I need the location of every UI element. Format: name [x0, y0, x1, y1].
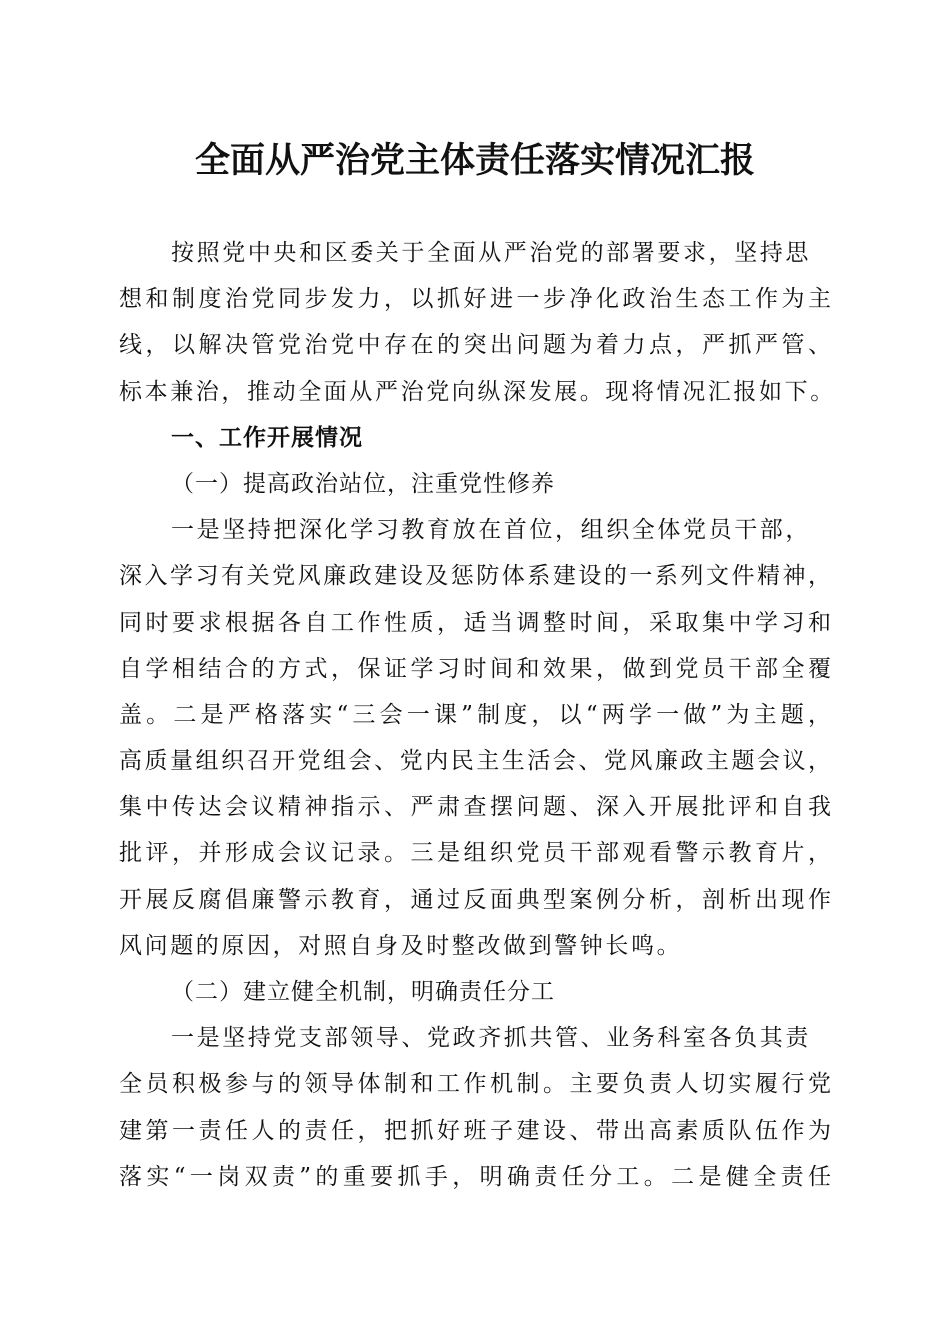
paragraph-line: 一是坚持党支部领导、党政齐抓共管、业务科室各负其责: [171, 1025, 811, 1052]
paragraph-line: 同时要求根据各自工作性质，适当调整时间，采取集中学习和: [119, 609, 831, 636]
paragraph-line: 一是坚持把深化学习教育放在首位，组织全体党员干部，: [171, 517, 811, 544]
paragraph-line: 全员积极参与的领导体制和工作机制。主要负责人切实履行党: [119, 1071, 831, 1098]
document-title: 全面从严治党主体责任落实情况汇报: [194, 141, 755, 181]
paragraph-line: 开展反腐倡廉警示教育，通过反面典型案例分析，剖析出现作: [119, 886, 831, 913]
section-heading: 一、工作开展情况: [171, 424, 363, 451]
paragraph-line: 按照党中央和区委关于全面从严治党的部署要求，坚持思: [171, 240, 811, 266]
subsection-heading: （二）建立健全机制，明确责任分工: [171, 979, 555, 1005]
paragraph-line: 盖。二是严格落实“三会一课”制度，以“两学一做”为主题，: [119, 701, 831, 728]
paragraph-line: 线，以解决管党治党中存在的突出问题为着力点，严抓严管、: [119, 332, 831, 359]
paragraph-line: 标本兼治，推动全面从严治党向纵深发展。现将情况汇报如下。: [119, 378, 836, 405]
paragraph-line: 自学相结合的方式，保证学习时间和效果，做到党员干部全覆: [119, 655, 831, 682]
paragraph-line: 集中传达会议精神指示、严肃查摆问题、深入开展批评和自我: [119, 794, 831, 821]
document-body: [119, 230, 836, 1200]
paragraph-line: 建第一责任人的责任，把抓好班子建设、带出高素质队伍作为: [119, 1117, 831, 1144]
paragraph-line: 高质量组织召开党组会、党内民主生活会、党风廉政主题会议，: [119, 748, 831, 775]
paragraph-line: 风问题的原因，对照自身及时整改做到警钟长鸣。: [119, 932, 683, 959]
paragraph-line: 深入学习有关党风廉政建设及惩防体系建设的一系列文件精神，: [119, 563, 831, 590]
paragraph-line: 想和制度治党同步发力，以抓好进一步净化政治生态工作为主: [119, 286, 831, 313]
paragraph-line: 落实“一岗双责”的重要抓手，明确责任分工。二是健全责任: [119, 1163, 831, 1190]
subsection-heading: （一）提高政治站位，注重党性修养: [171, 470, 555, 497]
paragraph-line: 批评，并形成会议记录。三是组织党员干部观看警示教育片，: [119, 840, 831, 867]
